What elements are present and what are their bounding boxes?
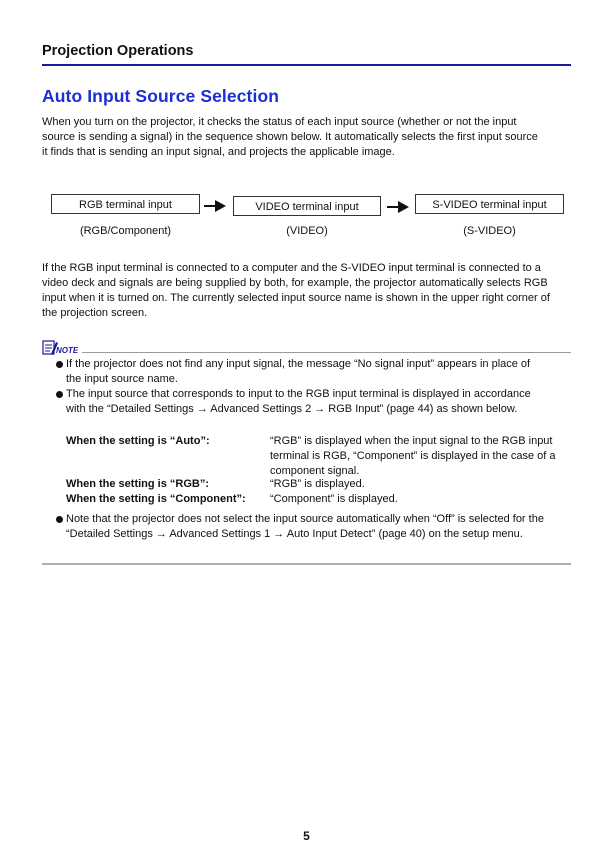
section-header: Projection Operations: [42, 43, 194, 59]
note-top-rule: [82, 352, 571, 353]
flow-caption-svideo: (S-VIDEO): [463, 225, 516, 237]
setting-desc-auto: “RGB” is displayed when the input signal to the RGB input terminal is RGB, “Component” is displayed in the case of a component signal.: [270, 435, 556, 477]
flow-box-video: VIDEO terminal input: [233, 196, 381, 216]
flow-caption-video: (VIDEO): [286, 225, 328, 237]
page-title: Auto Input Source Selection: [42, 86, 280, 106]
bullet-dot: [56, 391, 63, 398]
note-icon: [42, 340, 78, 356]
page-number: 5: [303, 829, 310, 843]
body-paragraph: If the RGB input terminal is connected to a computer and the S-VIDEO input terminal is connected to a video deck and signals are being supplied by both, for example, the projector automatically selects RGB input when it is turned on. The currently selected input source name is shown in the upper right corner of the projection screen.: [42, 262, 550, 319]
note-bullet-text: If the projector does not find any input signal, the message “No signal input” appears in place of the input source name.: [66, 358, 531, 385]
setting-label-rgb: When the setting is “RGB”:: [66, 478, 209, 490]
setting-desc-rgb: “RGB” is displayed.: [270, 478, 365, 490]
flow-box-rgb: RGB terminal input: [51, 194, 200, 214]
setting-label-auto: When the setting is “Auto”:: [66, 435, 210, 447]
note-bottom-rule: [42, 563, 571, 565]
note-bullet-text: Note that the projector does not select the input source automatically when “Off” is selected for the “Detailed Settings → Advanced Settings 1 → Auto Input Detect” (page 40) on the setup menu.: [66, 513, 544, 540]
flow-caption-rgb: (RGB/Component): [79, 225, 172, 237]
flow-box-svideo: S-VIDEO terminal input: [415, 194, 564, 214]
setting-desc-component: “Component” is displayed.: [270, 493, 398, 505]
arrow-right-icon: [387, 201, 409, 213]
bullet-dot: [56, 361, 63, 368]
setting-label-component: When the setting is “Component”:: [66, 493, 246, 505]
note-icon-label: NOTE: [56, 346, 78, 355]
note-bullet-text: The input source that corresponds to input to the RGB input terminal is displayed in accordance with the “Detailed Settings → Advanced Settings 2 → RGB Input” (page 44) as shown below.: [66, 388, 531, 415]
intro-paragraph: When you turn on the projector, it checks the status of each input source (whether or not the input source is sending a signal) in the sequence shown below. It automatically selects the first input source it finds that is sending an input signal, and projects the applicable image.: [42, 116, 538, 158]
bullet-dot: [56, 516, 63, 523]
header-rule: [42, 64, 571, 66]
arrow-right-icon: [204, 200, 226, 212]
